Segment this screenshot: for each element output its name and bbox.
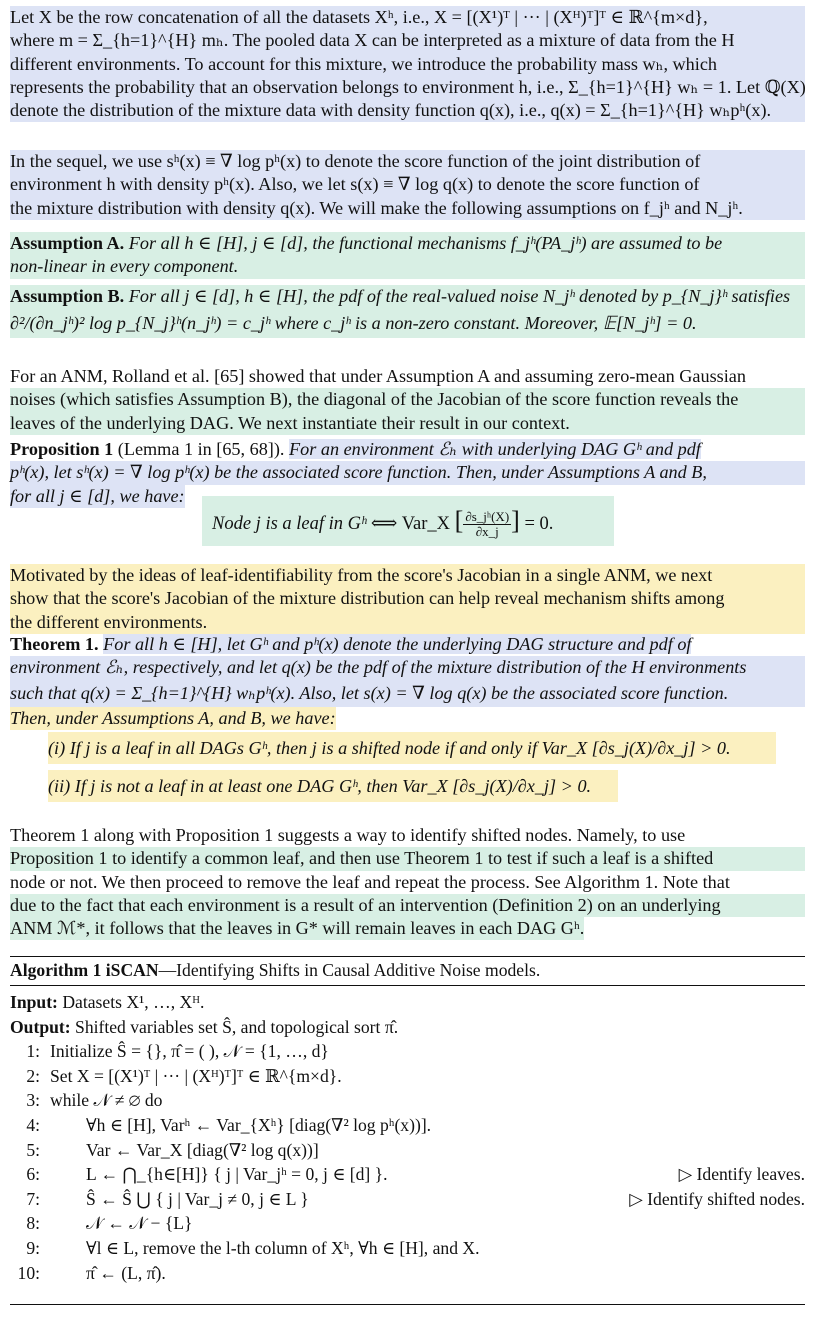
equation-iff: ⟺ xyxy=(370,514,398,534)
algorithm-title-label: Algorithm 1 iSCAN xyxy=(10,960,159,980)
step-number: 1: xyxy=(26,1041,40,1062)
algorithm-step xyxy=(10,1236,805,1261)
proposition-text: For an environment ℰₕ with underlying DAG Gʰ and pdf xyxy=(289,439,701,459)
assumption-b-label: Assumption B. xyxy=(10,286,125,306)
proposition-equation: Node j is a leaf in Gʰ ⟺ Var_X [ $\frac{\text{∂s\_jʰ(X)}}{\partial x\_j}$ ] = 0. xyxy=(202,496,614,546)
step-number: 9: xyxy=(26,1237,40,1258)
step-text: ∀l ∈ L, remove the l-th column of Xʰ, ∀h ∈ [H], and X. xyxy=(86,1237,480,1258)
assumption-a-label: Assumption A. xyxy=(10,233,125,253)
step-text: 𝒩 ← 𝒩 − {L} xyxy=(86,1213,193,1234)
algorithm-output xyxy=(10,1015,805,1040)
text-line: where m = Σ_{h=1}^{H} mₕ. The pooled data X can be interpreted as a mixture of data from the H xyxy=(10,30,735,51)
paragraph-pooled-data xyxy=(10,6,805,122)
algorithm-step xyxy=(10,1187,805,1212)
text-line xyxy=(10,633,805,656)
step-text: while 𝒩 ≠ ∅ do xyxy=(50,1090,163,1111)
algorithm-steps xyxy=(10,1039,805,1285)
text-line: the mixture distribution with density q(x). We will make the following assumptions on f_jʰ and N_jʰ. xyxy=(10,197,743,218)
theorem-text: such that q(x) = Σ_{h=1}^{H} wₕpʰ(x). Also, let s(x) = ∇ log q(x) be the associated score function. xyxy=(10,682,729,703)
algorithm-step xyxy=(10,1113,805,1138)
paragraph-score-function xyxy=(10,150,805,220)
theorem-1 xyxy=(10,633,805,730)
text-line xyxy=(10,255,805,278)
algorithm-step xyxy=(10,1261,805,1286)
algorithm-input xyxy=(10,990,805,1015)
text-line xyxy=(10,438,805,461)
algorithm-top-rule xyxy=(10,956,805,957)
text-line: In the sequel, we use sʰ(x) ≡ ∇ log pʰ(x) to denote the score function of the joint distribution of xyxy=(10,151,701,171)
text-line: different environments. To account for this mixture, we introduce the probability mass wₕ, which xyxy=(10,53,717,74)
theorem-text: For all h ∈ [H], let Gʰ and pʰ(x) denote the underlying DAG structure and pdf of xyxy=(103,634,692,654)
step-number: 2: xyxy=(26,1065,40,1086)
text-line xyxy=(10,232,805,255)
algorithm-step xyxy=(10,1162,805,1187)
theorem-text: Then, under Assumptions A, and B, we have: xyxy=(10,707,336,728)
text-line xyxy=(10,680,805,707)
text-line: ANM ℳ*, it follows that the leaves in G* will remain leaves in each DAG Gʰ. xyxy=(10,917,584,940)
text-line xyxy=(10,285,805,308)
step-number: 4: xyxy=(26,1114,40,1135)
step-text: ∀h ∈ [H], Varʰ ← Var_{Xʰ} [diag(∇² log pʰ(x))]. xyxy=(86,1114,432,1135)
input-text: Datasets X¹, …, Xᴴ. xyxy=(62,992,205,1012)
assumption-b xyxy=(10,285,805,338)
text-line: Proposition 1 to identify a common leaf, and then use Theorem 1 to test if such a leaf is a shifted xyxy=(10,847,805,870)
equation-fraction: $\frac{\text{∂s\_jʰ(X)}}{\partial x\_j}$ xyxy=(465,509,510,540)
text-line xyxy=(10,707,336,730)
text-line xyxy=(10,485,185,508)
algorithm-bottom-rule xyxy=(10,1304,805,1305)
proposition-label: Proposition 1 xyxy=(10,439,114,459)
assumption-b-text: For all j ∈ [d], h ∈ [H], the pdf of the real-valued noise N_jʰ denoted by p_{N_j}ʰ satisfies xyxy=(128,286,791,306)
step-text: Ŝ ← Ŝ ⋃ { j | Var_j ≠ 0, j ∈ L } xyxy=(86,1188,309,1209)
step-number: 7: xyxy=(26,1188,40,1209)
input-label: Input: xyxy=(10,992,58,1012)
text-line: node or not. We then proceed to remove the leaf and repeat the process. See Algorithm 1. Note that xyxy=(10,871,730,892)
text-line: represents the probability that an observation belongs to environment h, i.e., Σ_{h=1}^{H} wₕ = 1. Let ℚ(X) xyxy=(10,76,806,97)
text-line: Motivated by the ideas of leaf-identifiability from the score's Jacobian in a single ANM, we next xyxy=(10,565,713,585)
text-line: leaves of the underlying DAG. We next instantiate their result in our context. xyxy=(10,412,805,435)
text-line: show that the score's Jacobian of the mixture distribution can help reveal mechanism shifts among xyxy=(10,588,725,609)
step-text: Set X = [(X¹)ᵀ | ··· | (Xᴴ)ᵀ]ᵀ ∈ ℝ^{m×d}. xyxy=(50,1065,342,1086)
theorem-item-ii-text: (ii) If j is not a leaf in at least one DAG Gʰ, then Var_X [∂s_j(X)/∂x_j] > 0. xyxy=(48,776,592,796)
theorem-text: environment ℰₕ, respectively, and let q(x) be the pdf of the mixture distribution of the H environments xyxy=(10,657,747,678)
proposition-text: for all j ∈ [d], we have: xyxy=(10,485,185,506)
step-text: Initialize Ŝ = {}, π̂ = ( ), 𝒩 = {1, …, d} xyxy=(50,1041,329,1062)
text-line: the different environments. xyxy=(10,611,208,632)
paragraph-procedure xyxy=(10,824,805,940)
algorithm-step xyxy=(10,1138,805,1163)
algorithm-step xyxy=(10,1088,805,1113)
theorem-item-ii xyxy=(48,770,618,802)
text-line: environment h with density pʰ(x). Also, we let s(x) ≡ ∇ log q(x) to denote the score function of xyxy=(10,174,700,195)
assumption-b-text: ∂²/(∂n_jʰ)² log p_{N_j}ʰ(n_jʰ) = c_jʰ where c_jʰ is a non-zero constant. Moreover, 𝔼[N_jʰ] = 0. xyxy=(10,313,697,334)
theorem-item-i-text: (i) If j is a leaf in all DAGs Gʰ, then j is a shifted node if and only if Var_X [∂s_j(X)/∂x_j] > 0. xyxy=(48,738,731,758)
step-text: L ← ⋂_{h∈[H]} { j | Var_jʰ = 0, j ∈ [d] }. xyxy=(86,1164,388,1185)
equation-left: Node j is a leaf in Gʰ xyxy=(212,514,367,534)
text-line: Theorem 1 along with Proposition 1 suggests a way to identify shifted nodes. Namely, to use xyxy=(10,825,686,845)
step-number: 5: xyxy=(26,1139,40,1160)
paragraph-rolland xyxy=(10,365,805,435)
text-line xyxy=(10,656,805,679)
proposition-source: (Lemma 1 in [65, 68]). xyxy=(117,439,285,459)
output-text: Shifted variables set Ŝ, and topological sort π̂. xyxy=(75,1016,399,1037)
step-text: π̂ ← (L, π̂). xyxy=(86,1262,166,1283)
paragraph-motivation xyxy=(10,564,805,634)
proposition-text: pʰ(x), let sʰ(x) = ∇ log pʰ(x) be the associated score function. Then, under Assumptions A and B, xyxy=(10,462,707,483)
step-number: 8: xyxy=(26,1213,40,1234)
step-text: Var ← Var_X [diag(∇² log q(x))] xyxy=(86,1139,319,1160)
step-comment: ▷ Identify leaves. xyxy=(678,1164,805,1185)
theorem-item-i xyxy=(48,732,776,764)
equation-right: = 0. xyxy=(524,514,554,534)
equation-var: Var_X xyxy=(401,514,451,534)
text-line: For an ANM, Rolland et al. [65] showed that under Assumption A and assuming zero-mean Gaussian xyxy=(10,366,746,386)
algorithm-title xyxy=(10,958,805,983)
algorithm-step xyxy=(10,1211,805,1236)
step-number: 6: xyxy=(26,1164,40,1185)
algorithm-body xyxy=(10,990,805,1285)
assumption-a xyxy=(10,232,805,279)
theorem-label: Theorem 1. xyxy=(10,634,99,654)
text-line: due to the fact that each environment is a result of an intervention (Definition 2) on an underlying xyxy=(10,894,805,917)
text-line: Let X be the row concatenation of all the datasets Xʰ, i.e., X = [(X¹)ᵀ | ··· | (Xᴴ)ᵀ]ᵀ ∈ ℝ^{m×d}, xyxy=(10,7,708,27)
text-line: noises (which satisfies Assumption B), the diagonal of the Jacobian of the score function reveals the xyxy=(10,388,805,411)
assumption-a-text: For all h ∈ [H], j ∈ [d], the functional mechanisms f_jʰ(PA_jʰ) are assumed to be xyxy=(128,233,723,253)
algorithm-step xyxy=(10,1064,805,1089)
step-number: 10: xyxy=(17,1262,40,1283)
output-label: Output: xyxy=(10,1016,71,1037)
text-line xyxy=(10,308,805,338)
algorithm-title-rule xyxy=(10,985,805,986)
algorithm-title-text: —Identifying Shifts in Causal Additive Noise models. xyxy=(158,960,541,980)
step-number: 3: xyxy=(26,1090,40,1111)
assumption-a-text: non-linear in every component. xyxy=(10,256,239,277)
step-comment: ▷ Identify shifted nodes. xyxy=(629,1188,805,1209)
text-line xyxy=(10,461,805,484)
text-line: denote the distribution of the mixture data with density function q(x), i.e., q(x) = Σ_{h=1}^{H} wₕpʰ(x). xyxy=(10,100,772,121)
algorithm-step xyxy=(10,1039,805,1064)
